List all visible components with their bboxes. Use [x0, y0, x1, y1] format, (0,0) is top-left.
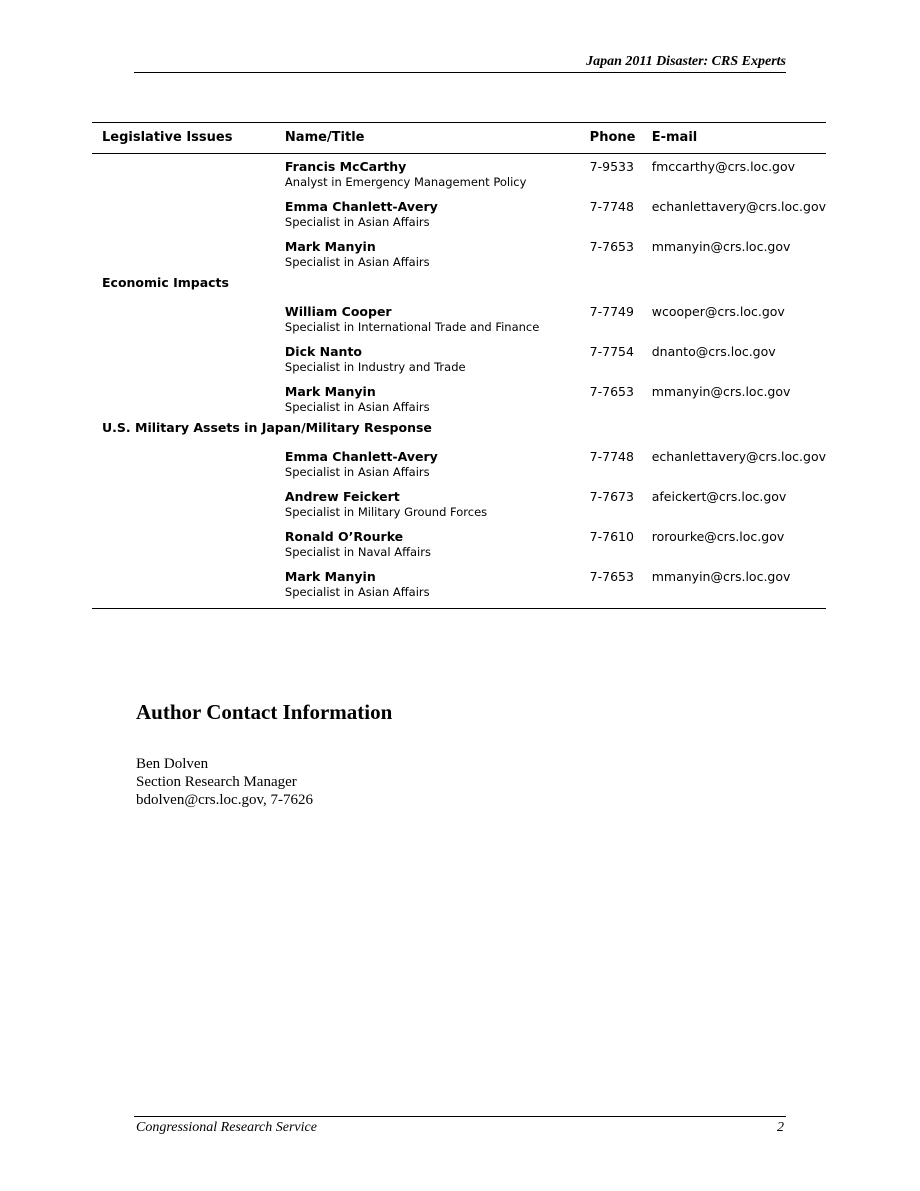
- expert-email[interactable]: fmccarthy@crs.loc.gov: [651, 159, 796, 174]
- table-row: [92, 379, 826, 419]
- table-row: [92, 524, 826, 564]
- expert-name: Dick Nanto: [284, 344, 363, 359]
- table-row: [92, 444, 826, 484]
- expert-phone: 7-7749: [589, 304, 634, 319]
- expert-phone: 7-7748: [589, 199, 634, 214]
- section-label: U.S. Military Assets in Japan/Military Response: [102, 420, 432, 435]
- table-row: [92, 234, 826, 274]
- expert-title: Specialist in Industry and Trade: [284, 360, 466, 374]
- expert-phone: 7-7653: [589, 384, 634, 399]
- column-header-phone: Phone: [590, 123, 652, 154]
- column-header-email: E-mail: [652, 123, 826, 154]
- expert-phone: 7-7754: [589, 344, 634, 359]
- expert-title: Specialist in Asian Affairs: [284, 585, 430, 599]
- expert-title: Analyst in Emergency Management Policy: [284, 175, 527, 189]
- expert-email[interactable]: dnanto@crs.loc.gov: [651, 344, 776, 359]
- section-row: [92, 274, 826, 299]
- expert-name: Emma Chanlett-Avery: [284, 199, 438, 214]
- expert-phone: 7-7653: [589, 239, 634, 254]
- author-contact-block: [136, 755, 313, 809]
- page-number: 2: [777, 1120, 784, 1135]
- author-name: Ben Dolven: [136, 756, 209, 772]
- column-header-issues: Legislative Issues: [92, 123, 285, 154]
- table-row: [92, 564, 826, 609]
- section-row: [92, 419, 826, 444]
- expert-email[interactable]: mmanyin@crs.loc.gov: [652, 564, 826, 609]
- expert-title: Specialist in Naval Affairs: [284, 545, 431, 559]
- header-rule: [134, 72, 786, 73]
- expert-email[interactable]: mmanyin@crs.loc.gov: [651, 239, 791, 254]
- column-header-name: Name/Title: [285, 123, 590, 154]
- expert-title: Specialist in Asian Affairs: [284, 400, 430, 414]
- expert-name: Mark Manyin: [284, 239, 376, 254]
- expert-email[interactable]: mmanyin@crs.loc.gov: [651, 384, 791, 399]
- expert-title: Specialist in International Trade and Finance: [284, 320, 540, 334]
- table-row: [92, 299, 826, 339]
- author-role: Section Research Manager: [136, 774, 297, 790]
- experts-table: [92, 122, 826, 609]
- expert-phone: 7-7673: [589, 489, 634, 504]
- expert-email[interactable]: afeickert@crs.loc.gov: [651, 489, 787, 504]
- expert-email[interactable]: echanlettavery@crs.loc.gov: [651, 449, 826, 464]
- expert-name: Francis McCarthy: [284, 159, 407, 174]
- expert-email[interactable]: echanlettavery@crs.loc.gov: [651, 199, 826, 214]
- expert-email[interactable]: wcooper@crs.loc.gov: [651, 304, 785, 319]
- table-row: [92, 194, 826, 234]
- expert-name: Emma Chanlett-Avery: [284, 449, 438, 464]
- table-row: [92, 339, 826, 379]
- expert-name: Mark Manyin: [284, 384, 376, 399]
- expert-title: Specialist in Asian Affairs: [284, 465, 430, 479]
- expert-title: Specialist in Asian Affairs: [284, 255, 430, 269]
- expert-phone: 7-7748: [589, 449, 634, 464]
- footer-rule: [134, 1116, 786, 1117]
- expert-name: William Cooper: [284, 304, 392, 319]
- expert-name: Mark Manyin: [284, 569, 376, 584]
- table-row: [92, 484, 826, 524]
- footer-organization: Congressional Research Service: [136, 1120, 317, 1135]
- table-header-row: [92, 123, 826, 154]
- expert-phone: 7-7653: [590, 564, 652, 609]
- expert-title: Specialist in Asian Affairs: [284, 215, 430, 229]
- section-label: Economic Impacts: [102, 275, 229, 290]
- expert-name: Ronald O’Rourke: [284, 529, 404, 544]
- experts-table-body: [92, 154, 826, 609]
- running-title: Japan 2011 Disaster: CRS Experts: [586, 54, 786, 69]
- expert-phone: 7-9533: [589, 159, 634, 174]
- author-contact-heading: Author Contact Information: [136, 700, 393, 724]
- expert-name: Andrew Feickert: [284, 489, 400, 504]
- author-contact: bdolven@crs.loc.gov, 7-7626: [136, 792, 313, 808]
- expert-title: Specialist in Military Ground Forces: [284, 505, 488, 519]
- table-row: [92, 154, 826, 195]
- expert-phone: 7-7610: [589, 529, 634, 544]
- expert-email[interactable]: rorourke@crs.loc.gov: [651, 529, 785, 544]
